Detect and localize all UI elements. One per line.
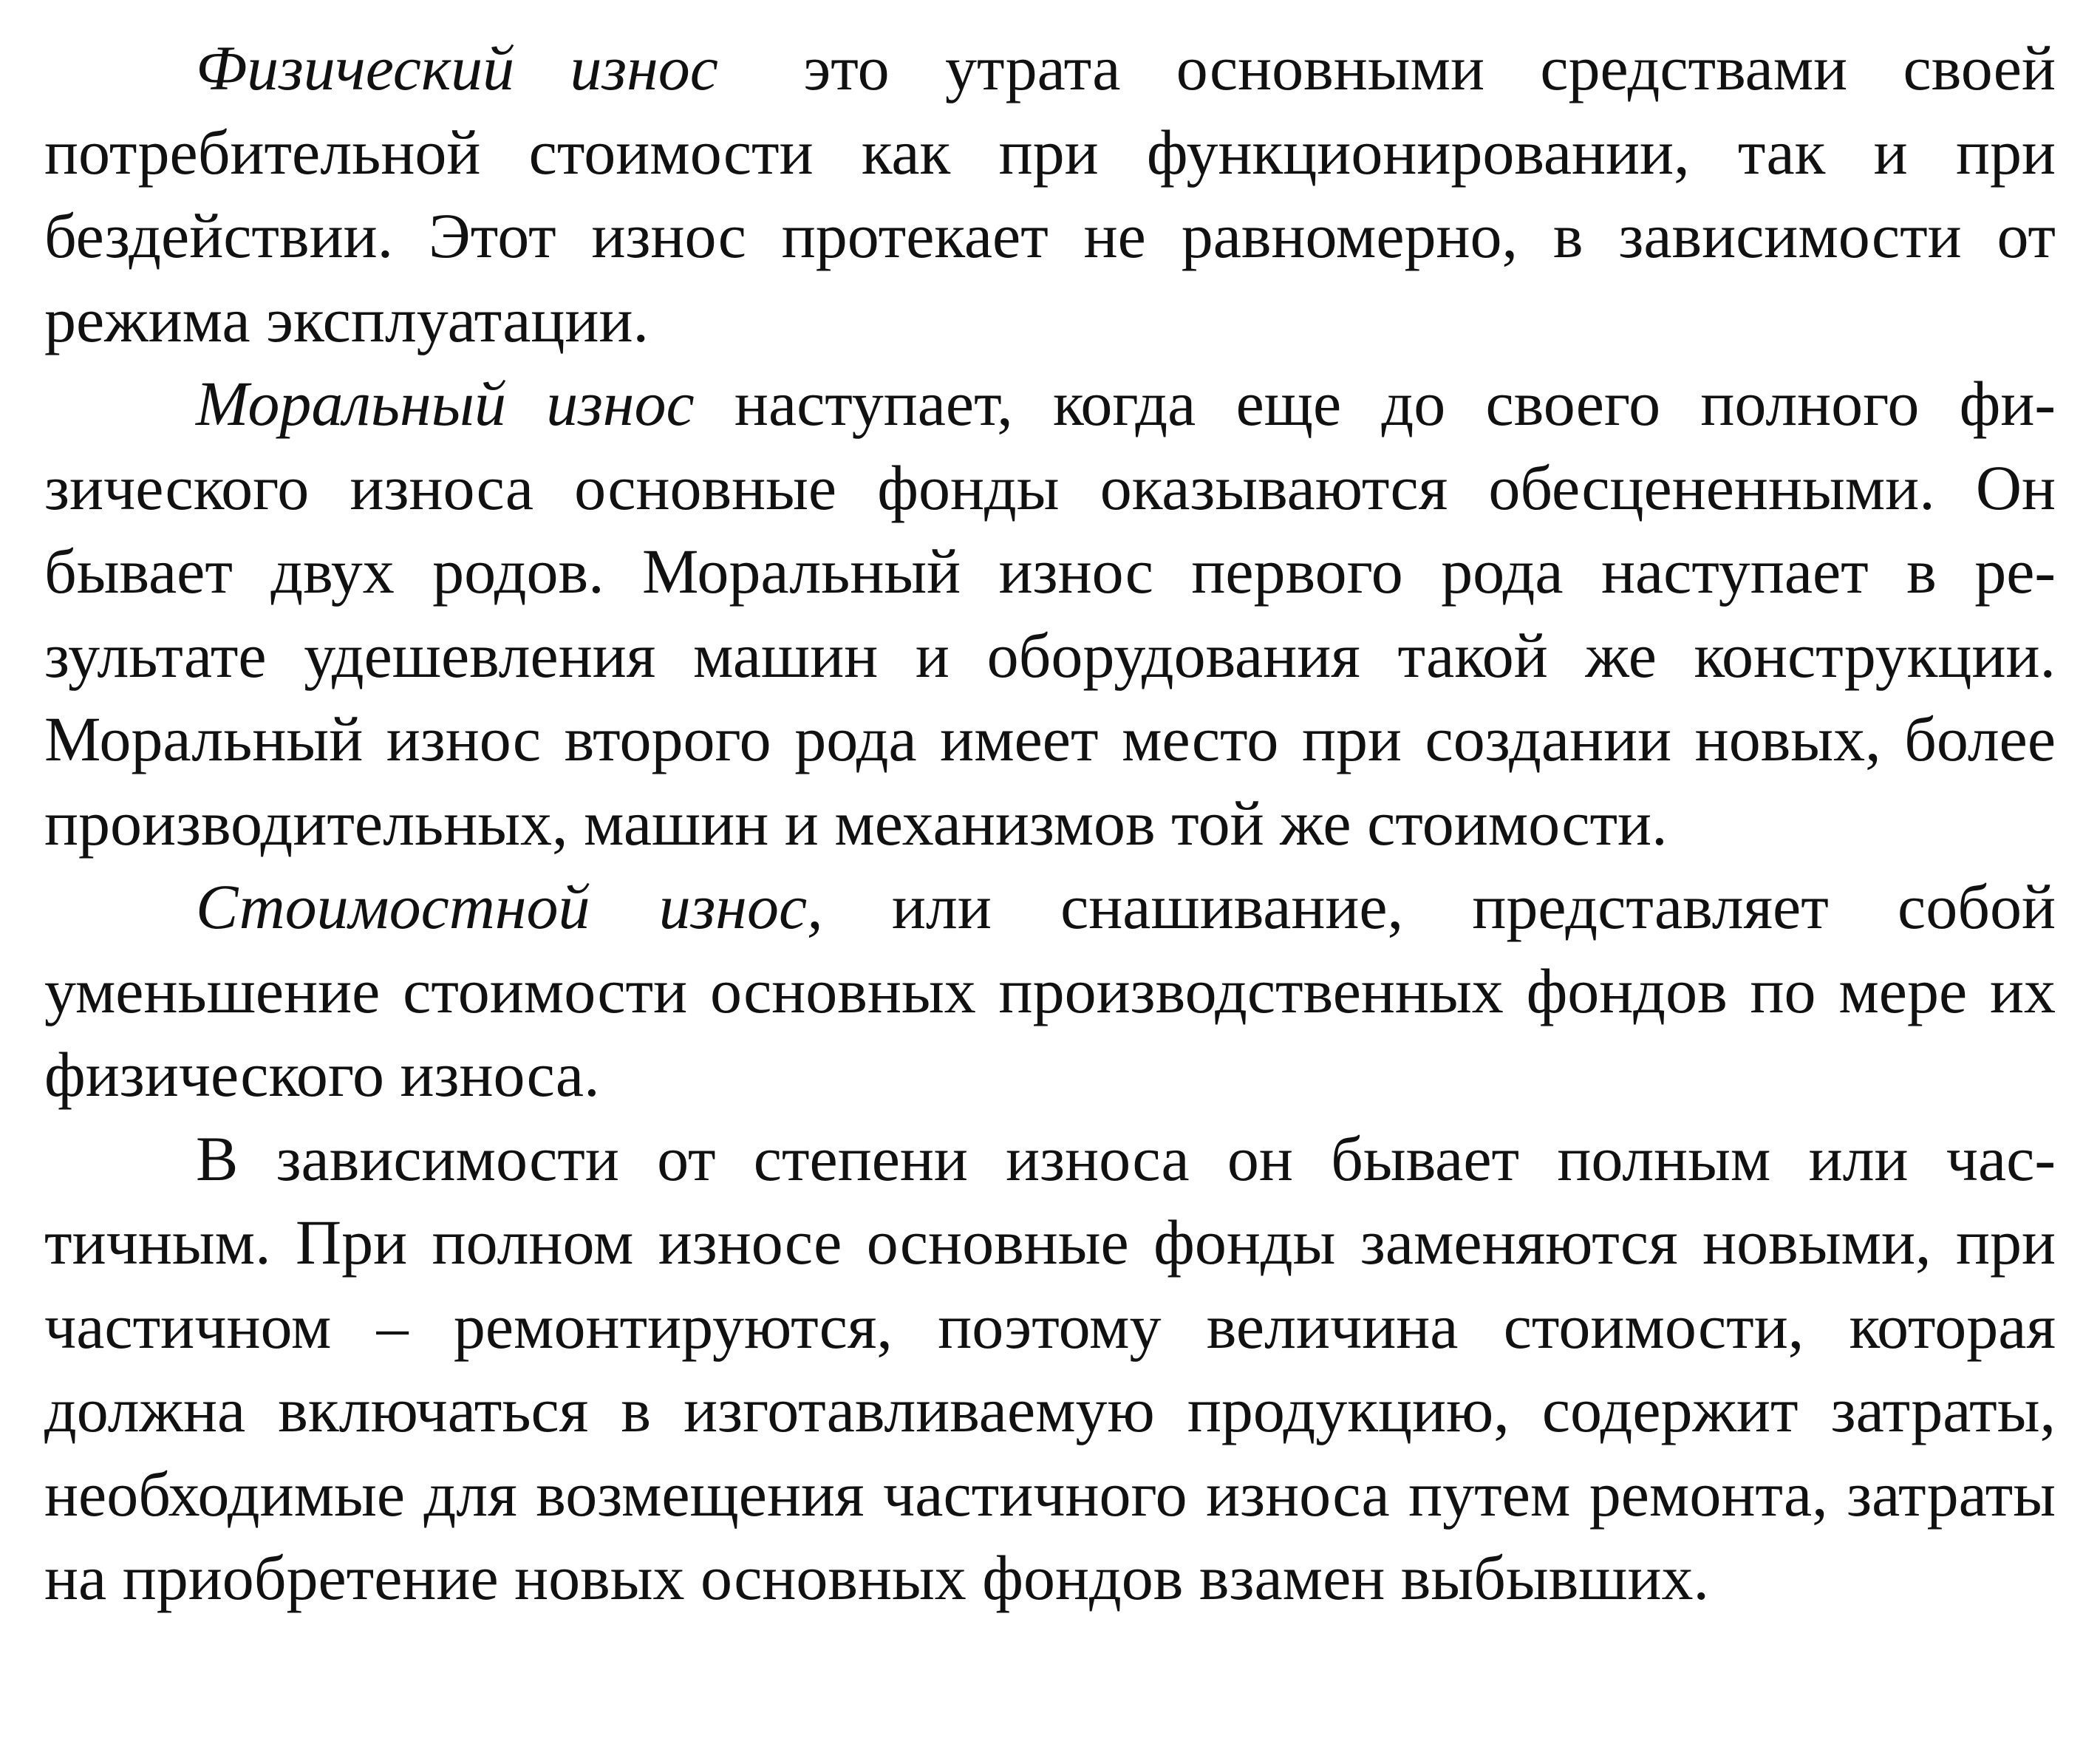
paragraph-text: или снашивание, представляет собой уменьшение стоимости основных производственных фондов по мере их физического износа. <box>44 871 2056 1110</box>
term-moral-wear: Моральный износ <box>196 368 695 439</box>
paragraph-text: наступает, когда еще до своего полного физического износа основные фонды оказываются обесцененными. Он бывает двух родов. Моральный износ первого рода наступает в результате удешевления машин и оборудования такой же конструкции. Моральный износ второго рода имеет место при создании новых, более производительных, машин и механизмов той же стоимости. <box>44 368 2056 859</box>
paragraph-cost-wear <box>44 865 2056 1117</box>
term-physical-wear: Физический износ <box>196 33 718 103</box>
paragraph-text: В зависимости от степени износа он бывает полным или частичным. При полном износе основные фонды заменяются новыми, при частичном – ремонтируются, поэтому величина стоимости, которая должна включаться в изготавливаемую продукцию, содержит затраты, необходимые для возмещения частичного износа путем ремонта, затраты на приобретение новых основных фондов взамен выбывших. <box>44 1122 2056 1613</box>
paragraph-physical-wear <box>44 27 2056 362</box>
term-cost-wear: Стоимостной износ, <box>196 871 823 942</box>
paragraph-degree-of-wear <box>44 1117 2056 1621</box>
document-page <box>44 27 2056 1621</box>
paragraph-moral-wear <box>44 362 2056 865</box>
paragraph-text: это утрата основными средствами своей потребительной стоимости как при функционировании, так и при бездействии. Этот износ протекает не равномерно, в зависимости от режима эксплуатации. <box>44 33 2056 355</box>
